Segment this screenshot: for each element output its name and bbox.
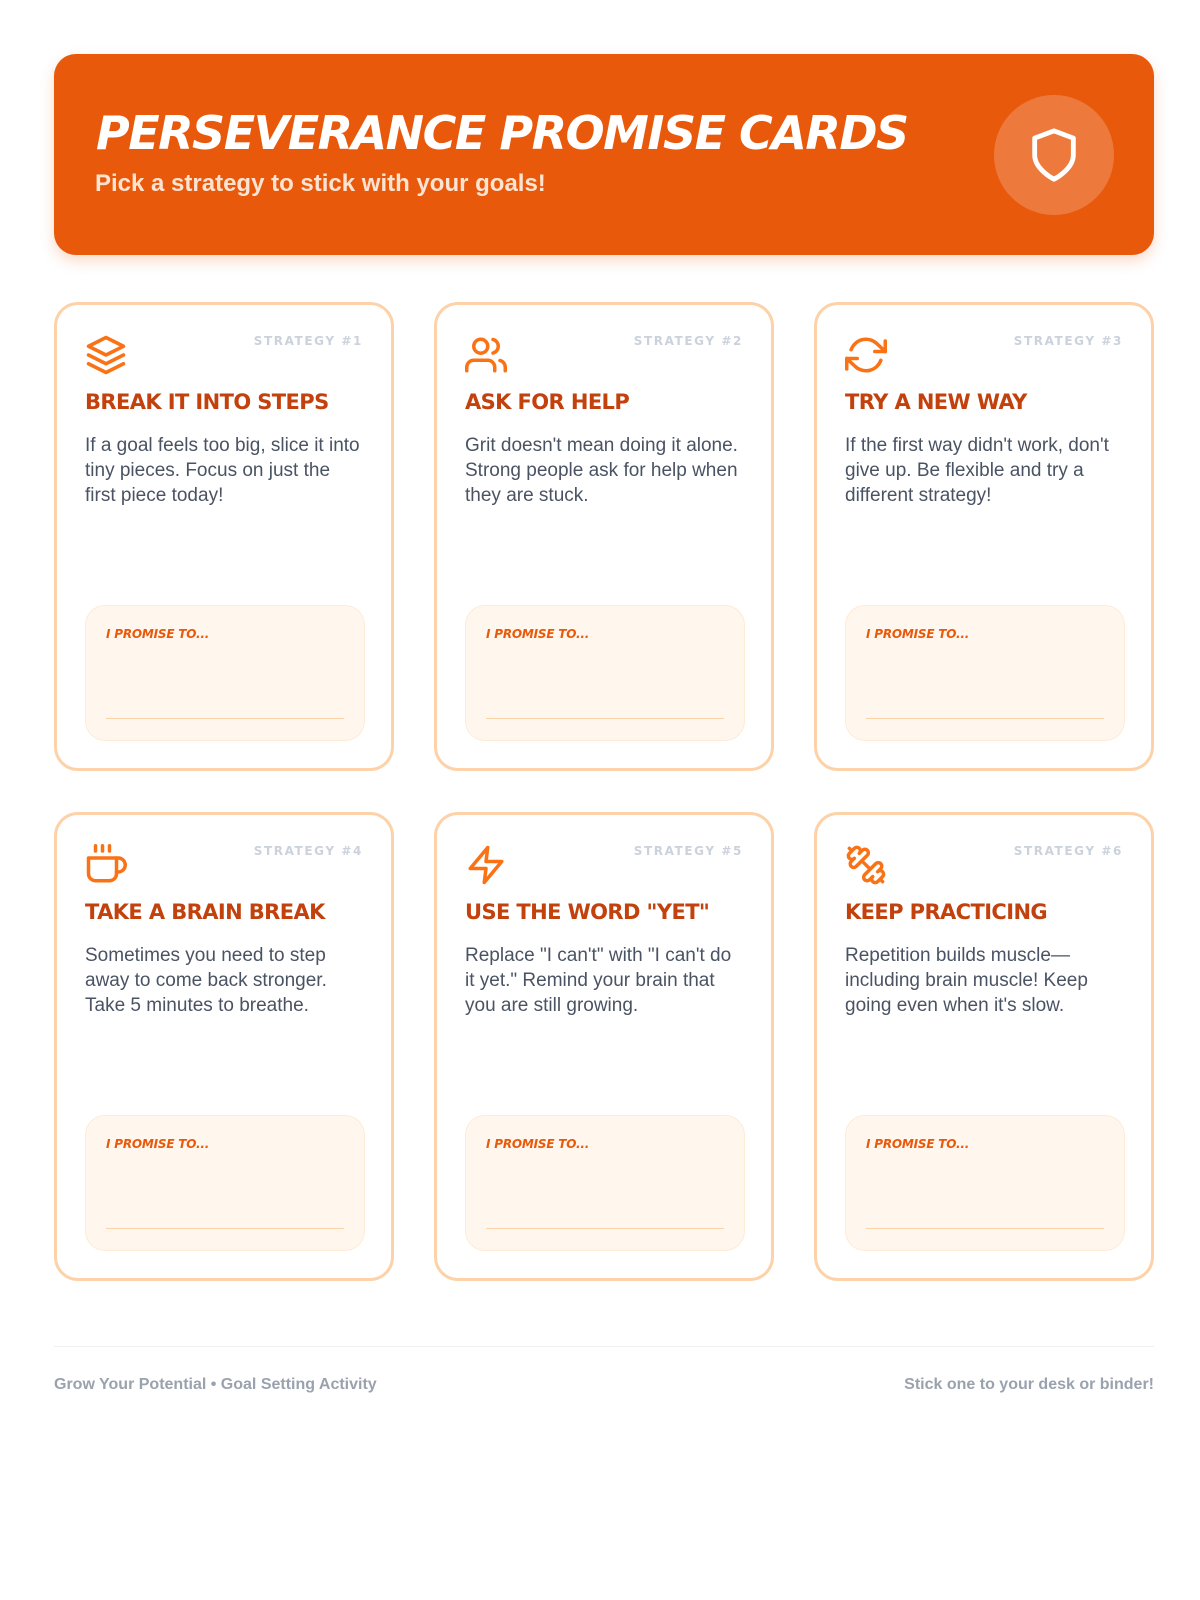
header-badge [994,95,1114,215]
strategy-card [434,302,774,771]
footer-divider [54,1346,1154,1347]
shield-icon [1025,126,1083,184]
strategy-number: STRATEGY #5 [633,844,743,858]
promise-box [85,605,365,741]
page-subtitle: Pick a strategy to stick with your goals! [95,170,546,197]
promise-box [465,1115,745,1251]
promise-write-line [866,1228,1104,1229]
strategy-number: STRATEGY #3 [1013,334,1123,348]
promise-label: I PROMISE TO... [486,627,590,641]
promise-write-line [866,718,1104,719]
promise-box [845,1115,1125,1251]
page-title: PERSEVERANCE PROMISE CARDS [96,106,908,160]
promise-label: I PROMISE TO... [866,1137,970,1151]
promise-box [845,605,1125,741]
strategy-description: If the first way didn't work, don't give up. Be flexible and try a different strategy! [845,435,1109,506]
promise-label: I PROMISE TO... [486,1137,590,1151]
strategy-number: STRATEGY #2 [633,334,743,348]
strategy-card [54,812,394,1281]
coffee-icon [85,844,127,886]
promise-write-line [106,718,344,719]
strategy-title: KEEP PRACTICING [845,900,1048,924]
promise-write-line [486,1228,724,1229]
lightning-icon [465,844,507,886]
strategy-description: Repetition builds muscle—including brain muscle! Keep going even when it's slow. [845,945,1088,1016]
footer-right-text: Stick one to your desk or binder! [904,1376,1154,1393]
strategy-card [814,812,1154,1281]
promise-write-line [106,1228,344,1229]
footer-left-text: Grow Your Potential • Goal Setting Activity [54,1376,377,1393]
strategy-number: STRATEGY #6 [1013,844,1123,858]
page-header [54,54,1154,255]
dumbbell-icon [845,844,887,886]
strategy-title: USE THE WORD "YET" [465,900,710,924]
layers-icon [85,334,127,376]
strategy-description: Sometimes you need to step away to come back stronger. Take 5 minutes to breathe. [85,945,327,1016]
promise-label: I PROMISE TO... [106,627,210,641]
strategy-description: Grit doesn't mean doing it alone. Strong people ask for help when they are stuck. [465,435,738,506]
strategy-number: STRATEGY #4 [253,844,363,858]
promise-box [465,605,745,741]
strategy-card [814,302,1154,771]
strategy-card [54,302,394,771]
promise-label: I PROMISE TO... [106,1137,210,1151]
strategy-title: BREAK IT INTO STEPS [85,390,329,414]
strategy-description: Replace "I can't" with "I can't do it yet." Remind your brain that you are still growing. [465,945,732,1016]
strategy-title: ASK FOR HELP [465,390,630,414]
strategy-description: If a goal feels too big, slice it into tiny pieces. Focus on just the first piece today! [85,435,360,506]
strategy-number: STRATEGY #1 [253,334,363,348]
refresh-icon [845,334,887,376]
promise-label: I PROMISE TO... [866,627,970,641]
strategy-card [434,812,774,1281]
promise-write-line [486,718,724,719]
promise-box [85,1115,365,1251]
strategy-title: TRY A NEW WAY [845,390,1027,414]
users-icon [465,334,507,376]
strategy-title: TAKE A BRAIN BREAK [85,900,325,924]
